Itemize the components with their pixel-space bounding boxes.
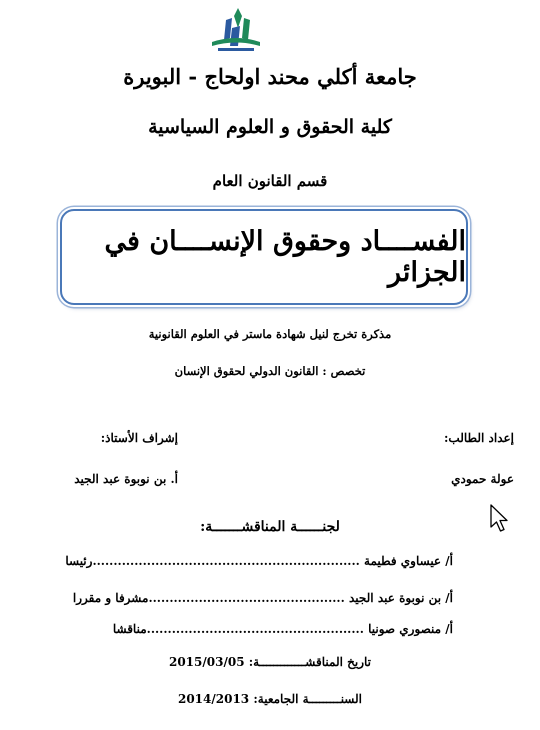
faculty-name: كلية الحقوق و العلوم السياسية	[148, 116, 392, 138]
title-box	[60, 209, 468, 305]
defense-date-label: تاريخ المناقشـــــــــــــة:	[248, 655, 372, 669]
university-logo-icon	[208, 6, 264, 54]
committee-member-row	[65, 554, 453, 568]
department-name: قسم القانون العام	[212, 172, 328, 190]
member-name: أ/ عيساوي فطيمة	[364, 554, 453, 568]
member-name: أ/ بن نوبوة عبد الجيد	[348, 591, 453, 605]
specialization-line: تخصص : القانون الدولي لحقوق الإنسان	[174, 364, 366, 378]
member-dots: ....................................................	[146, 622, 364, 636]
member-role: مشرفا و مقررا	[72, 591, 149, 605]
degree-line: مذكرة تخرج لنيل شهادة ماستر في العلوم القانونية	[148, 327, 392, 341]
university-name: جامعة أكلي محند اولحاج - البويرة	[123, 64, 417, 89]
defense-date-value: 2015/03/05	[168, 655, 245, 669]
member-role: رئيسا	[65, 554, 93, 568]
academic-year	[0, 692, 540, 706]
supervisor-label: إشراف الأستاذ:	[100, 431, 178, 445]
member-name: أ/ منصوري صونيا	[368, 622, 453, 636]
academic-year-value: 2014/2013	[177, 692, 250, 706]
defense-date	[0, 655, 540, 669]
committee-title: لجنــــــة المناقشـــــــة:	[200, 519, 340, 535]
member-dots: ...............................................	[148, 591, 345, 605]
student-label: إعداد الطالب:	[443, 431, 514, 445]
member-dots: ................................................................	[92, 554, 360, 568]
student-name: عولة حمودي	[451, 472, 514, 486]
thesis-title: الفســــاد وحقوق الإنســــان في الجزائر	[104, 226, 466, 288]
member-role: مناقشا	[112, 622, 147, 636]
committee-member-row	[113, 622, 453, 636]
academic-year-label: السنـــــــــة الجامعية:	[253, 692, 363, 706]
committee-member-row	[73, 591, 453, 605]
supervisor-name: أ. بن نوبوة عبد الجيد	[74, 472, 178, 486]
mouse-pointer-icon	[489, 504, 511, 534]
